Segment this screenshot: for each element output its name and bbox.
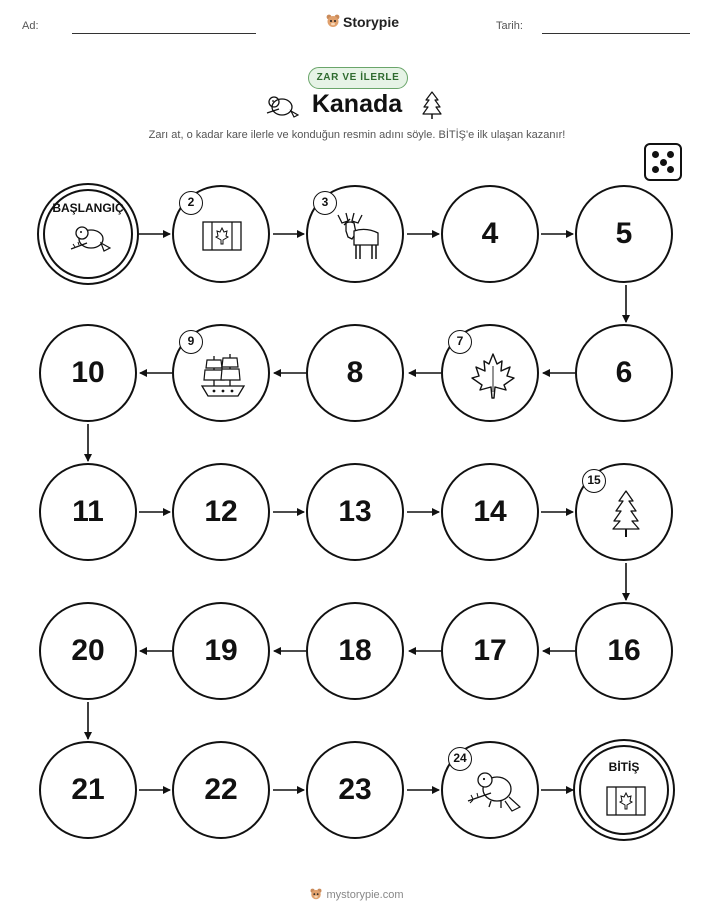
cell-number-badge: 7: [448, 330, 472, 354]
cell-number-badge: 2: [179, 191, 203, 215]
maple-leaf-icon: [470, 352, 516, 400]
board-cell-4: [441, 185, 539, 283]
cell-number-badge: 24: [448, 747, 472, 771]
cell-number: 22: [204, 773, 238, 806]
page-title: Kanada: [311, 90, 403, 118]
cell-number: 19: [204, 634, 238, 667]
cell-number-badge: 15: [582, 469, 606, 493]
activity-badge: ZAR VE İLERLE: [308, 67, 408, 89]
board-cell-12: [172, 463, 270, 561]
cell-number: 17: [473, 634, 507, 667]
finish-label: BİTİŞ: [608, 760, 640, 774]
cell-number: 21: [71, 773, 105, 806]
canada-flag-icon: [606, 786, 646, 816]
cell-number-badge: 3: [313, 191, 337, 215]
board-cell-21: [39, 741, 137, 839]
board-cell-16: [575, 602, 673, 700]
board-cell-13: [306, 463, 404, 561]
cell-number: 8: [346, 356, 364, 389]
board-cell-17: [441, 602, 539, 700]
board-cell-23: [306, 741, 404, 839]
footer-url[interactable]: mystorypie.com: [326, 889, 404, 901]
cell-number: 23: [338, 773, 372, 806]
board-cell-20: [39, 602, 137, 700]
name-label: Ad:: [22, 20, 39, 32]
cell-number: 16: [607, 634, 641, 667]
board-cell-6: [575, 324, 673, 422]
cell-number: 4: [481, 217, 499, 250]
canada-flag-icon: [202, 221, 242, 251]
footer: [0, 888, 714, 902]
start-cell: [37, 183, 139, 285]
board-cell-14: [441, 463, 539, 561]
cell-number: 6: [615, 356, 633, 389]
cell-number: 18: [338, 634, 372, 667]
board-cell-10: [39, 324, 137, 422]
bear-mascot-icon: [310, 888, 322, 902]
date-label: Tarih:: [496, 20, 523, 32]
beaver-icon: [69, 223, 111, 255]
cell-number: 10: [71, 356, 105, 389]
board-cell-18: [306, 602, 404, 700]
pine-tree-icon: [611, 489, 641, 539]
board-cell-19: [172, 602, 270, 700]
cell-number: 11: [72, 495, 104, 528]
cell-number-badge: 9: [179, 330, 203, 354]
cell-number: 20: [71, 634, 105, 667]
board-cell-11: [39, 463, 137, 561]
cell-number: 14: [473, 495, 507, 528]
instructions: Zarı at, o kadar kare ilerle ve konduğun resmin adını söyle. BİTİŞ'e ilk ulaşan kazanır!: [148, 129, 566, 141]
cell-number: 13: [338, 495, 372, 528]
cell-number: 12: [204, 495, 238, 528]
start-label: BAŞLANGIÇ: [52, 201, 124, 215]
board-cell-8: [306, 324, 404, 422]
moose-icon: [332, 209, 384, 263]
beaver-icon: [465, 767, 521, 815]
board-cell-22: [172, 741, 270, 839]
sailing-ship-icon: [198, 352, 248, 400]
board-cell-5: [575, 185, 673, 283]
cell-number: 5: [615, 217, 633, 250]
brand-name: Storypie: [343, 14, 400, 30]
finish-cell: [573, 739, 675, 841]
